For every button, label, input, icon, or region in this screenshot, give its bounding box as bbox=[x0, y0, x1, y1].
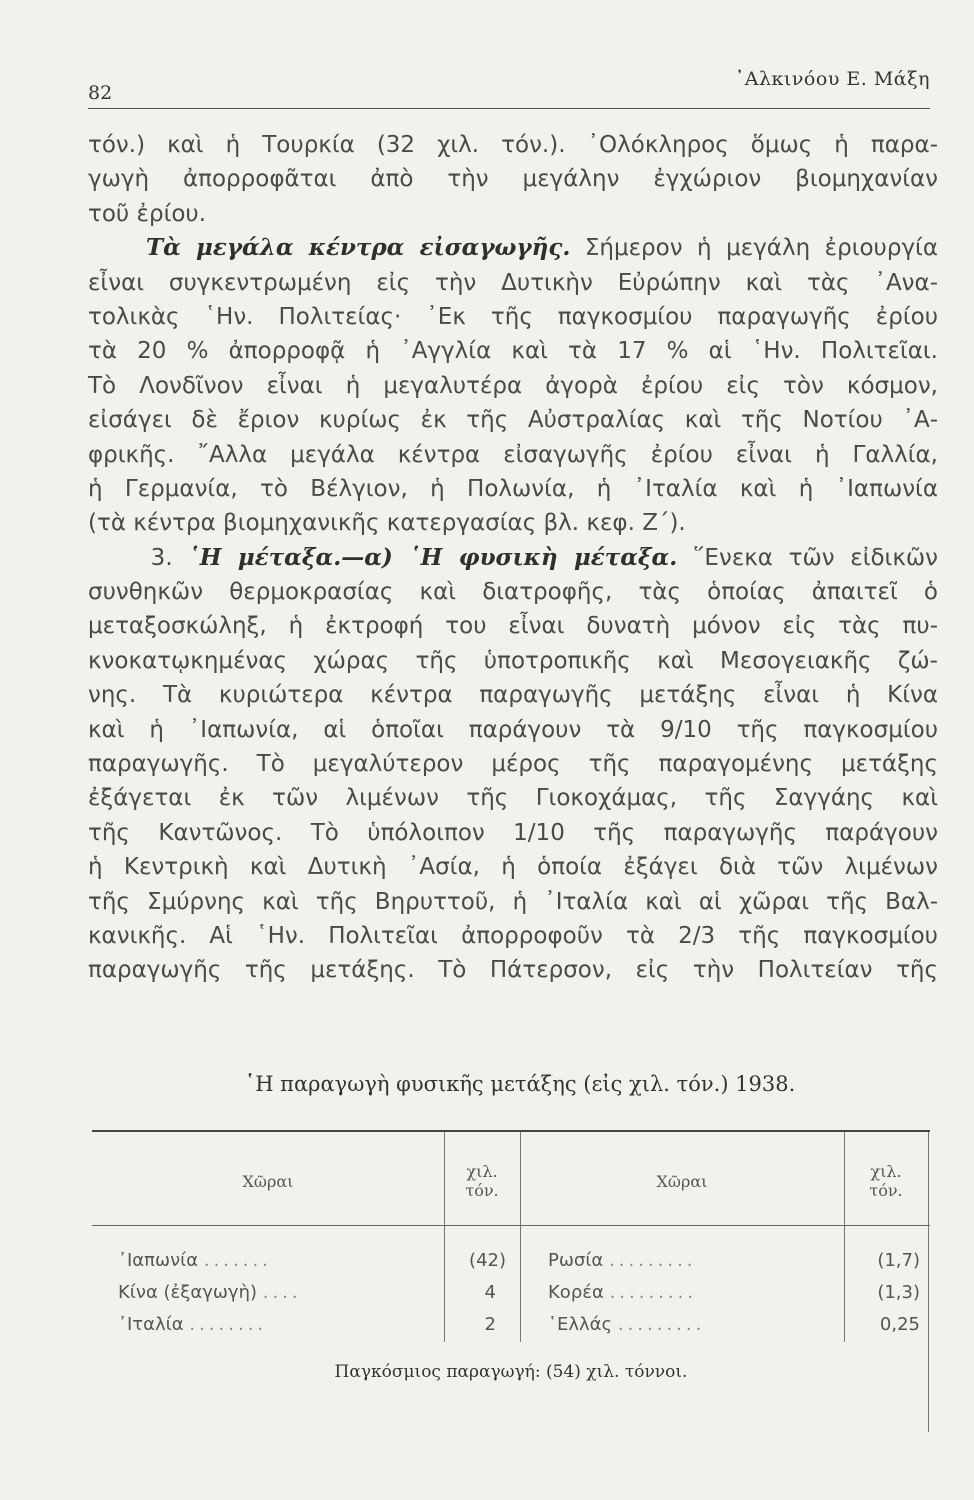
text-run: ἡ Κεντρικὴ καὶ Δυτικὴ ᾽Ασία, ἡ ὁποία ἐξάγει διὰ τῶν λιμένων bbox=[88, 854, 938, 881]
text-run: καὶ ἡ ᾽Ιαπωνία, αἱ ὁποῖαι παράγουν τὰ 9/10 τῆς παγκοσμίου bbox=[88, 716, 938, 743]
table-row-value: (42) bbox=[469, 1250, 506, 1271]
text-run: Τὸ Λονδῖνον εἶναι ἡ μεγαλυτέρα ἀγορὰ ἐρίου εἰς τὸν κόσμον, bbox=[88, 372, 938, 399]
text-line bbox=[88, 919, 938, 953]
text-run: παραγωγῆς. Τὸ μεγαλύτερον μέρος τῆς παραγομένης μετάξης bbox=[88, 751, 938, 778]
text-run: εἶναι συγκεντρωμένη εἰς τὴν Δυτικὴν Εὐρώπην καὶ τὰς ᾽Ανα- bbox=[88, 269, 938, 296]
table-row-country: Κίνα (ἐξαγωγὴ) .... bbox=[118, 1282, 302, 1303]
text-line bbox=[88, 506, 938, 540]
units-line-2: τόν. bbox=[465, 1181, 499, 1200]
text-line bbox=[88, 781, 938, 815]
page-header bbox=[88, 62, 930, 109]
column-header-countries: Χῶραι bbox=[242, 1172, 294, 1191]
text-line bbox=[88, 713, 938, 747]
page-number: 82 bbox=[88, 82, 113, 104]
table-row-country: ᾽Ιαπωνία ....... bbox=[118, 1250, 272, 1271]
body-text bbox=[88, 128, 938, 988]
table-row-value: (1,7) bbox=[877, 1250, 920, 1271]
text-run: 3. bbox=[88, 544, 189, 571]
units-line-1: χιλ. bbox=[870, 1162, 902, 1181]
text-run: μεταξοσκώληξ, ἡ ἐκτροφή του εἶναι δυνατὴ μόνον εἰς τὰς πυ- bbox=[88, 613, 938, 640]
text-line bbox=[88, 403, 938, 437]
units-line-1: χιλ. bbox=[466, 1162, 498, 1181]
table-row-country: ῾Ελλάς ......... bbox=[548, 1314, 706, 1335]
text-line bbox=[88, 300, 938, 334]
section-heading-run: Τὰ μεγάλα κέντρα εἰσαγωγῆς. bbox=[146, 234, 571, 262]
text-run: (τὰ κέντρα βιομηχανικῆς κατεργασίας βλ. κεφ. Ζ΄). bbox=[88, 510, 686, 537]
text-line bbox=[88, 609, 938, 643]
header-rule bbox=[92, 1225, 930, 1226]
text-line bbox=[88, 369, 938, 403]
table-row-value: 4 bbox=[484, 1282, 496, 1303]
text-line bbox=[88, 541, 938, 575]
column-header-units-2 bbox=[844, 1162, 928, 1200]
text-run: παραγωγῆς τῆς μετάξης. Τὸ Πάτερσον, εἰς τὴν Πολιτείαν τῆς bbox=[88, 957, 938, 984]
text-line bbox=[88, 266, 938, 300]
text-run: ἐξάγεται ἐκ τῶν λιμένων τῆς Γιοκοχάμας, τῆς Σαγγάης καὶ bbox=[88, 785, 938, 812]
text-run: συνθηκῶν θερμοκρασίας καὶ διατροφῆς, τὰς ὁποίας ἀπαιτεῖ ὁ bbox=[88, 579, 938, 606]
text-run: γωγὴ ἀπορροφᾶται ἀπὸ τὴν μεγάλην ἐγχώριον βιομηχανίαν bbox=[88, 166, 938, 193]
text-run: φρικῆς. ῎Αλλα μεγάλα κέντρα εἰσαγωγῆς ἐρίου εἶναι ἡ Γαλλία, bbox=[88, 441, 938, 468]
text-line bbox=[88, 678, 938, 712]
text-run: τῆς Καντῶνος. Τὸ ὑπόλοιπον 1/10 τῆς παραγωγῆς παράγουν bbox=[88, 819, 938, 846]
silk-production-table bbox=[92, 1130, 930, 1432]
table-row-value: (1,3) bbox=[877, 1282, 920, 1303]
text-run: Σήμερον ἡ μεγάλη ἐριουργία bbox=[570, 235, 939, 262]
text-line bbox=[88, 231, 938, 265]
text-run: τὰ 20 % ἀπορροφᾷ ἡ ᾽Αγγλία καὶ τὰ 17 % αἱ ῾Ην. Πολιτεῖαι. bbox=[88, 338, 938, 365]
table-row-country: Κορέα ......... bbox=[548, 1282, 698, 1303]
text-run: νης. Τὰ κυριώτερα κέντρα παραγωγῆς μετάξης εἶναι ἡ Κίνα bbox=[88, 682, 938, 709]
text-run: ῞Ενεκα τῶν εἰδικῶν bbox=[677, 544, 938, 571]
table-row-country: ᾽Ιταλία ........ bbox=[118, 1314, 268, 1335]
text-line bbox=[88, 162, 938, 196]
text-run: τῆς Σμύρνης καὶ τῆς Βηρυττοῦ, ἡ ᾽Ιταλία καὶ αἱ χῶραι τῆς Βαλ- bbox=[88, 888, 938, 915]
text-run: κνοκατῳκημένας χώρας τῆς ὑποτροπικῆς καὶ Μεσογειακῆς ζώ- bbox=[88, 647, 938, 674]
table-right-border bbox=[928, 1132, 929, 1432]
text-line bbox=[88, 953, 938, 987]
text-run: τοῦ ἐρίου. bbox=[88, 200, 207, 227]
text-line bbox=[88, 747, 938, 781]
column-divider bbox=[520, 1132, 521, 1342]
text-line bbox=[88, 885, 938, 919]
text-line bbox=[88, 472, 938, 506]
text-line bbox=[88, 816, 938, 850]
text-line bbox=[88, 197, 938, 231]
text-run bbox=[88, 235, 146, 261]
text-run: τόν.) καὶ ἡ Τουρκία (32 χιλ. τόν.). ᾽Ολόκληρος ὅμως ἡ παρα- bbox=[88, 132, 938, 158]
text-run: τολικὰς ῾Ην. Πολιτείας· ᾽Εκ τῆς παγκοσμίου παραγωγῆς ἐρίου bbox=[88, 303, 938, 330]
text-line bbox=[88, 128, 938, 162]
running-head: ᾽Αλκινόου Ε. Μάξη bbox=[734, 68, 930, 90]
text-run: ἡ Γερμανία, τὸ Βέλγιον, ἡ Πολωνία, ἡ ᾽Ιταλία καὶ ἡ ᾽Ιαπωνία bbox=[88, 475, 938, 502]
column-header-countries-2: Χῶραι bbox=[656, 1172, 708, 1191]
text-line bbox=[88, 575, 938, 609]
section-heading-run: ῾Η μέταξα.—α) ῾Η φυσικὴ μέταξα. bbox=[188, 543, 678, 571]
text-line bbox=[88, 438, 938, 472]
text-run: εἰσάγει δὲ ἔριον κυρίως ἐκ τῆς Αὐστραλίας καὶ τῆς Νοτίου ᾽Α- bbox=[88, 407, 938, 434]
column-header-units bbox=[444, 1162, 520, 1200]
table-title: ῾Η παραγωγὴ φυσικῆς μετάξης (εἰς χιλ. τόν.) 1938. bbox=[244, 1072, 796, 1096]
text-line bbox=[88, 334, 938, 368]
units-line-2: τόν. bbox=[869, 1181, 903, 1200]
table-row-value: 0,25 bbox=[879, 1314, 920, 1335]
table-row-value: 2 bbox=[484, 1314, 496, 1335]
table-total: Παγκόσμιος παραγωγή: (54) χιλ. τόννοι. bbox=[334, 1362, 688, 1382]
table-row-country: Ρωσία ......... bbox=[548, 1250, 697, 1271]
text-line bbox=[88, 644, 938, 678]
text-line bbox=[88, 850, 938, 884]
text-run: κανικῆς. Αἱ ῾Ην. Πολιτεῖαι ἀπορροφοῦν τὰ 2/3 τῆς παγκοσμίου bbox=[88, 922, 938, 949]
